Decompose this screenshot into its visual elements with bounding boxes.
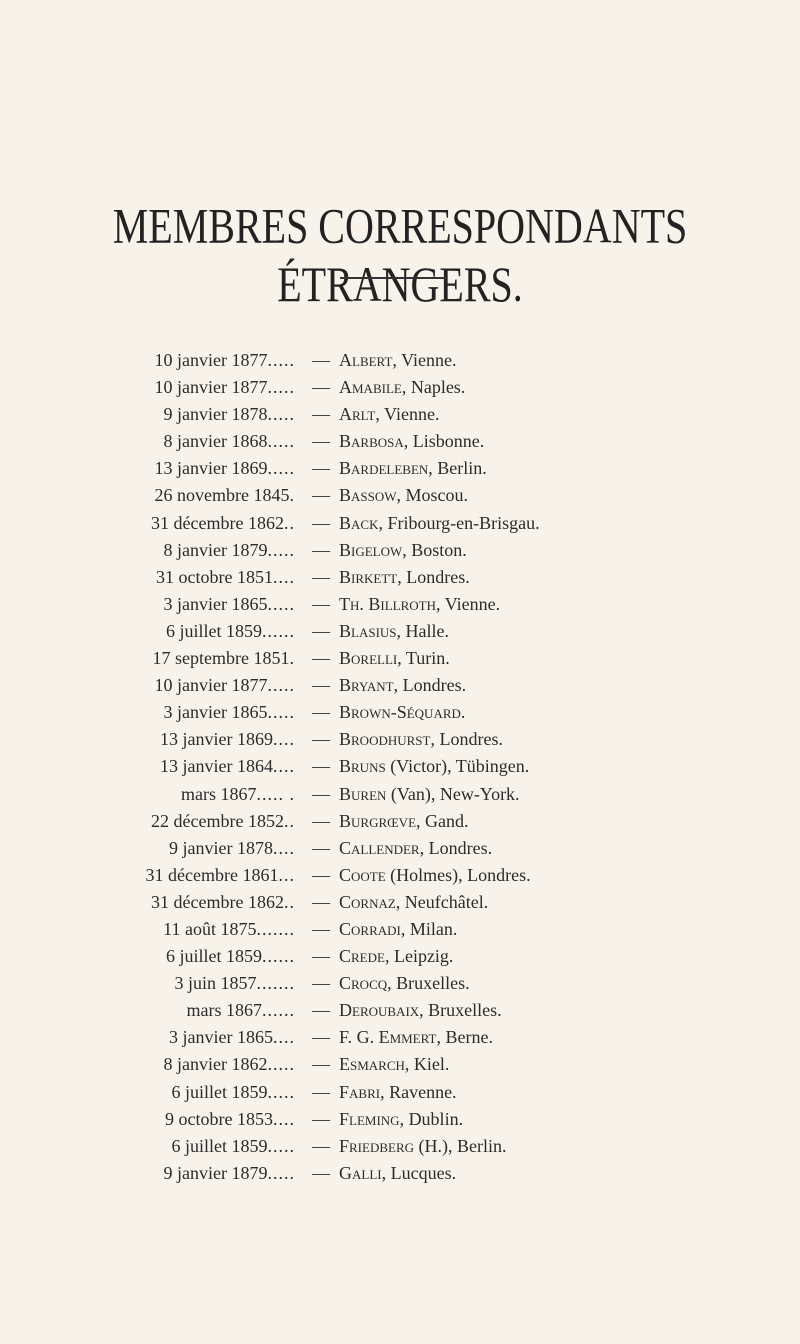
- member-city: Lucques.: [390, 1162, 457, 1183]
- separator: ,: [393, 675, 403, 696]
- member-city: Berne.: [445, 1027, 493, 1048]
- member-name: Bryant: [339, 675, 394, 696]
- title-rule: [340, 277, 446, 279]
- em-dash: —: [312, 1054, 330, 1075]
- em-dash: —: [312, 1162, 330, 1183]
- entry-member: [339, 753, 529, 780]
- member-name: Amabile: [339, 377, 402, 398]
- entry-date-text: 9 janvier 1878: [163, 404, 268, 425]
- member-city: Ravenne.: [389, 1081, 457, 1102]
- entry-date: [155, 672, 295, 699]
- member-entry: [0, 374, 800, 401]
- entry-member: [339, 997, 502, 1024]
- member-entry: [0, 618, 800, 645]
- member-name: Bruns: [339, 756, 386, 777]
- separator: ,: [416, 810, 426, 831]
- leader-dots: ....: [273, 729, 295, 750]
- entry-date-text: 3 janvier 1865: [169, 1027, 273, 1048]
- member-entry: [0, 943, 800, 970]
- entry-member: [339, 1051, 449, 1078]
- separator: ,: [397, 566, 407, 587]
- leader-dots: .....: [267, 1162, 295, 1183]
- member-name: Back: [339, 512, 379, 533]
- entry-date-text: 13 janvier 1864: [160, 756, 273, 777]
- em-dash: —: [312, 918, 330, 939]
- member-city: Bruxelles.: [428, 1000, 502, 1021]
- leader-dots: ....: [273, 566, 295, 587]
- leader-dots: ...: [278, 864, 295, 885]
- leader-dots: .: [289, 485, 295, 506]
- em-dash: —: [312, 512, 330, 533]
- leader-dots: .: [289, 648, 295, 669]
- member-city: Londres.: [406, 566, 470, 587]
- member-city: Moscou.: [405, 485, 469, 506]
- leader-dots: .....: [267, 1054, 295, 1075]
- entry-date: [155, 374, 295, 401]
- separator: ,: [392, 350, 402, 370]
- entry-date: [160, 726, 295, 753]
- leader-dots: .....: [267, 350, 295, 370]
- member-city: Londres.: [402, 675, 467, 696]
- separator: ,: [430, 729, 440, 750]
- leader-dots: .....: [267, 431, 295, 452]
- member-entry: [0, 1106, 800, 1133]
- member-entry: [0, 889, 800, 916]
- separator: ,: [403, 431, 413, 452]
- entry-date: [146, 862, 295, 889]
- member-name: Cornaz: [339, 891, 396, 912]
- leader-dots: .......: [256, 918, 295, 939]
- em-dash: —: [312, 566, 330, 587]
- entry-member: [339, 781, 520, 808]
- separator: ,: [399, 1108, 409, 1129]
- entry-date: [153, 645, 295, 672]
- em-dash: —: [312, 648, 330, 669]
- member-city: (Victor), Tübingen.: [390, 756, 530, 777]
- member-name: Corradi: [339, 918, 401, 939]
- leader-dots: .......: [256, 973, 295, 994]
- member-entry: [0, 1133, 800, 1160]
- em-dash: —: [312, 1000, 330, 1021]
- entry-date: [166, 943, 295, 970]
- leader-dots: ....: [273, 756, 295, 777]
- entry-date-text: 22 décembre 1852: [151, 810, 284, 831]
- em-dash: —: [312, 783, 330, 804]
- entry-date-text: 6 juillet 1859: [171, 1081, 268, 1102]
- leader-dots: ..: [284, 891, 295, 912]
- entry-member: [339, 1133, 507, 1160]
- leader-dots: .....: [267, 593, 295, 614]
- member-name: Barbosa: [339, 431, 404, 452]
- member-name: Crede: [339, 946, 385, 967]
- member-name: Blasius: [339, 620, 397, 641]
- em-dash: —: [312, 485, 330, 506]
- member-city: (Holmes), Londres.: [390, 864, 531, 885]
- entry-date: [163, 916, 295, 943]
- separator: ,: [400, 918, 410, 939]
- member-name: Galli: [339, 1162, 382, 1183]
- em-dash: —: [312, 1081, 330, 1102]
- entry-date-text: 13 janvier 1869: [160, 729, 273, 750]
- member-name: Borelli: [339, 648, 398, 669]
- entry-member: [339, 916, 457, 943]
- entry-date-text: 10 janvier 1877: [154, 377, 268, 398]
- entry-member: [339, 537, 467, 564]
- entry-member: [339, 862, 531, 889]
- separator: ,: [436, 1027, 446, 1048]
- separator: ,: [436, 593, 445, 614]
- member-name: Arlt: [339, 404, 376, 425]
- member-city: (Van), New-York.: [390, 783, 520, 804]
- member-name: Birkett: [339, 566, 398, 587]
- entry-date: [151, 889, 295, 916]
- member-name: Crocq: [339, 973, 388, 994]
- entry-date-text: 6 juillet 1859: [166, 946, 262, 967]
- em-dash: —: [312, 756, 330, 777]
- member-entry: [0, 699, 800, 726]
- entry-date: [172, 1079, 296, 1106]
- member-name: Esmarch: [339, 1054, 405, 1075]
- member-name: Fleming: [339, 1108, 400, 1129]
- member-name: Bigelow: [339, 539, 403, 560]
- entry-date: [151, 510, 295, 537]
- entry-date-text: 3 janvier 1865: [163, 702, 268, 723]
- separator: ,: [396, 620, 406, 641]
- entry-member: [339, 482, 468, 509]
- entry-date-text: 10 janvier 1877: [154, 675, 268, 696]
- separator: ,: [402, 539, 412, 560]
- entry-member: [339, 591, 500, 618]
- entry-date-text: 9 janvier 1879: [163, 1162, 268, 1183]
- member-entry: [0, 482, 800, 509]
- leader-dots: .....: [267, 458, 295, 479]
- entry-member: [339, 1160, 456, 1187]
- entry-date-text: 3 janvier 1865: [163, 593, 268, 614]
- member-city: Vienne.: [444, 593, 501, 614]
- member-city: Fribourg-en-Brisgau.: [387, 512, 540, 533]
- member-city: Dublin.: [408, 1108, 464, 1129]
- member-city: Londres.: [439, 729, 503, 750]
- entry-date: [164, 699, 295, 726]
- entry-date-text: 17 septembre 1851: [152, 648, 290, 669]
- em-dash: —: [312, 837, 330, 858]
- entry-date-text: 8 janvier 1879: [163, 539, 268, 560]
- member-entry: [0, 455, 800, 482]
- entry-member: [339, 1079, 457, 1106]
- member-name: Fabri: [339, 1081, 381, 1102]
- entry-member: [339, 672, 466, 699]
- em-dash: —: [312, 539, 330, 560]
- member-entry: [0, 970, 800, 997]
- em-dash: —: [312, 891, 330, 912]
- em-dash: —: [312, 702, 330, 723]
- entry-date: [164, 1160, 295, 1187]
- member-entry: [0, 645, 800, 672]
- member-name: Brown-Séquard.: [339, 702, 466, 723]
- member-name: Buren: [339, 783, 387, 804]
- member-city: Kiel.: [413, 1054, 450, 1075]
- entry-date: [160, 753, 295, 780]
- entry-date-text: 11 août 1875: [163, 918, 257, 939]
- leader-dots: .....: [267, 675, 295, 696]
- leader-dots: .....: [267, 702, 295, 723]
- leader-dots: .....: [267, 1081, 295, 1102]
- member-city: Naples.: [410, 377, 466, 398]
- em-dash: —: [312, 810, 330, 831]
- entry-date: [164, 401, 295, 428]
- entry-date-text: 3 juin 1857: [174, 973, 257, 994]
- leader-dots: .....: [267, 404, 295, 425]
- member-city: Bruxelles.: [396, 973, 470, 994]
- member-name: Callender: [339, 837, 420, 858]
- member-name: Bardeleben: [339, 458, 429, 479]
- entry-date: [181, 781, 295, 808]
- member-entry: [0, 1051, 800, 1078]
- entry-member: [339, 1106, 463, 1133]
- member-name: Friedberg: [339, 1135, 415, 1156]
- leader-dots: .....: [267, 539, 295, 560]
- member-city: Milan.: [409, 918, 458, 939]
- separator: ,: [396, 485, 406, 506]
- member-city: Halle.: [405, 620, 449, 641]
- em-dash: —: [312, 431, 330, 452]
- entry-date-text: 9 janvier 1878: [169, 837, 273, 858]
- separator: ,: [375, 404, 385, 425]
- em-dash: —: [312, 864, 330, 885]
- em-dash: —: [312, 458, 330, 479]
- member-city: Turin.: [405, 648, 450, 669]
- separator: ,: [381, 1162, 391, 1183]
- leader-dots: ..... .: [256, 783, 295, 804]
- member-name: Coote: [339, 864, 386, 885]
- separator: ,: [378, 512, 388, 533]
- member-entry: [0, 428, 800, 455]
- member-city: Boston.: [411, 539, 467, 560]
- entry-date: [169, 835, 295, 862]
- member-city: (H.), Berlin.: [418, 1135, 507, 1156]
- em-dash: —: [312, 1135, 330, 1156]
- separator: ,: [387, 973, 397, 994]
- em-dash: —: [312, 350, 330, 370]
- member-name: Bassow: [339, 485, 397, 506]
- entry-date: [165, 1106, 295, 1133]
- entry-date-text: 9 octobre 1853: [165, 1108, 273, 1129]
- entry-member: [339, 374, 465, 401]
- separator: ,: [401, 377, 411, 398]
- separator: ,: [384, 946, 394, 967]
- entry-member: [339, 510, 540, 537]
- entry-date: [155, 455, 295, 482]
- entry-member: [339, 808, 469, 835]
- em-dash: —: [312, 1027, 330, 1048]
- member-entry: [0, 1079, 800, 1106]
- member-name: F. G. Emmert: [339, 1027, 437, 1048]
- member-name: Deroubaix: [339, 1000, 420, 1021]
- member-name: Albert: [339, 350, 393, 370]
- leader-dots: ....: [273, 837, 295, 858]
- entry-date-text: 31 décembre 1861: [145, 864, 279, 885]
- leader-dots: ......: [262, 1000, 295, 1021]
- entry-member: [339, 835, 492, 862]
- em-dash: —: [312, 729, 330, 750]
- separator: ,: [428, 458, 438, 479]
- leader-dots: ......: [262, 946, 295, 967]
- em-dash: —: [312, 1108, 330, 1129]
- member-entry: [0, 1160, 800, 1187]
- entry-member: [339, 889, 488, 916]
- entry-date: [164, 591, 295, 618]
- entry-member: [339, 564, 470, 591]
- em-dash: —: [312, 593, 330, 614]
- entry-date: [169, 1024, 295, 1051]
- member-city: Berlin.: [437, 458, 487, 479]
- entry-date: [164, 1051, 295, 1078]
- entry-date: [174, 970, 295, 997]
- em-dash: —: [312, 973, 330, 994]
- member-entry: [0, 1024, 800, 1051]
- member-name: Th. Billroth: [339, 593, 436, 614]
- entry-date-text: 31 octobre 1851: [156, 566, 273, 587]
- entry-member: [339, 347, 456, 374]
- entry-member: [339, 428, 484, 455]
- entry-date-text: 31 décembre 1862: [151, 891, 284, 912]
- member-entry: [0, 401, 800, 428]
- member-list: [0, 347, 800, 1187]
- member-entry: [0, 753, 800, 780]
- entry-date: [155, 482, 295, 509]
- entry-member: [339, 726, 503, 753]
- entry-date: [151, 808, 295, 835]
- entry-date-text: 8 janvier 1862: [163, 1054, 268, 1075]
- member-name: Burgrœve: [339, 810, 417, 831]
- entry-date: [156, 564, 295, 591]
- entry-date-text: 13 janvier 1869: [154, 458, 268, 479]
- em-dash: —: [312, 404, 330, 425]
- member-entry: [0, 997, 800, 1024]
- member-entry: [0, 916, 800, 943]
- member-city: Vienne.: [384, 404, 440, 425]
- member-city: Neufchâtel.: [404, 891, 489, 912]
- leader-dots: ......: [262, 620, 295, 641]
- entry-date: [155, 347, 295, 374]
- member-city: Londres.: [428, 837, 493, 858]
- member-entry: [0, 510, 800, 537]
- leader-dots: .....: [267, 377, 295, 398]
- entry-date-text: 31 décembre 1862: [151, 512, 284, 533]
- member-city: Gand.: [425, 810, 469, 831]
- member-city: Lisbonne.: [412, 431, 485, 452]
- entry-date: [187, 997, 296, 1024]
- entry-member: [339, 1024, 493, 1051]
- entry-date-text: mars 1867: [181, 783, 257, 804]
- entry-date-text: mars 1867: [186, 1000, 262, 1021]
- leader-dots: ..: [284, 512, 295, 533]
- entry-date: [172, 1133, 296, 1160]
- em-dash: —: [312, 620, 330, 641]
- member-city: Vienne.: [401, 350, 457, 370]
- entry-member: [339, 401, 439, 428]
- entry-date-text: 10 janvier 1877: [154, 350, 268, 370]
- entry-member: [339, 699, 465, 726]
- member-entry: [0, 564, 800, 591]
- leader-dots: ....: [273, 1027, 295, 1048]
- entry-date-text: 6 juillet 1859: [171, 1135, 268, 1156]
- member-entry: [0, 862, 800, 889]
- separator: ,: [419, 1000, 429, 1021]
- entry-member: [339, 943, 453, 970]
- em-dash: —: [312, 675, 330, 696]
- separator: ,: [395, 891, 405, 912]
- entry-date: [164, 537, 295, 564]
- entry-date: [164, 428, 295, 455]
- member-entry: [0, 591, 800, 618]
- entry-member: [339, 645, 450, 672]
- entry-date-text: 26 novembre 1845: [154, 485, 290, 506]
- entry-member: [339, 970, 470, 997]
- member-entry: [0, 835, 800, 862]
- leader-dots: ....: [273, 1108, 295, 1129]
- entry-date-text: 6 juillet 1859: [166, 620, 262, 641]
- member-entry: [0, 726, 800, 753]
- member-name: Broodhurst: [339, 729, 431, 750]
- member-entry: [0, 781, 800, 808]
- member-entry: [0, 672, 800, 699]
- entry-date: [166, 618, 295, 645]
- member-entry: [0, 537, 800, 564]
- member-city: Leipzig.: [393, 946, 454, 967]
- em-dash: —: [312, 946, 330, 967]
- member-entry: [0, 808, 800, 835]
- member-entry: [0, 347, 800, 374]
- separator: ,: [404, 1054, 414, 1075]
- separator: ,: [380, 1081, 390, 1102]
- entry-date-text: 8 janvier 1868: [163, 431, 268, 452]
- em-dash: —: [312, 377, 330, 398]
- leader-dots: .....: [267, 1135, 295, 1156]
- separator: ,: [419, 837, 429, 858]
- separator: ,: [397, 648, 406, 669]
- entry-member: [339, 618, 449, 645]
- entry-member: [339, 455, 487, 482]
- page-title: MEMBRES CORRESPONDANTS ÉTRANGERS.: [112, 197, 688, 313]
- leader-dots: ..: [284, 810, 295, 831]
